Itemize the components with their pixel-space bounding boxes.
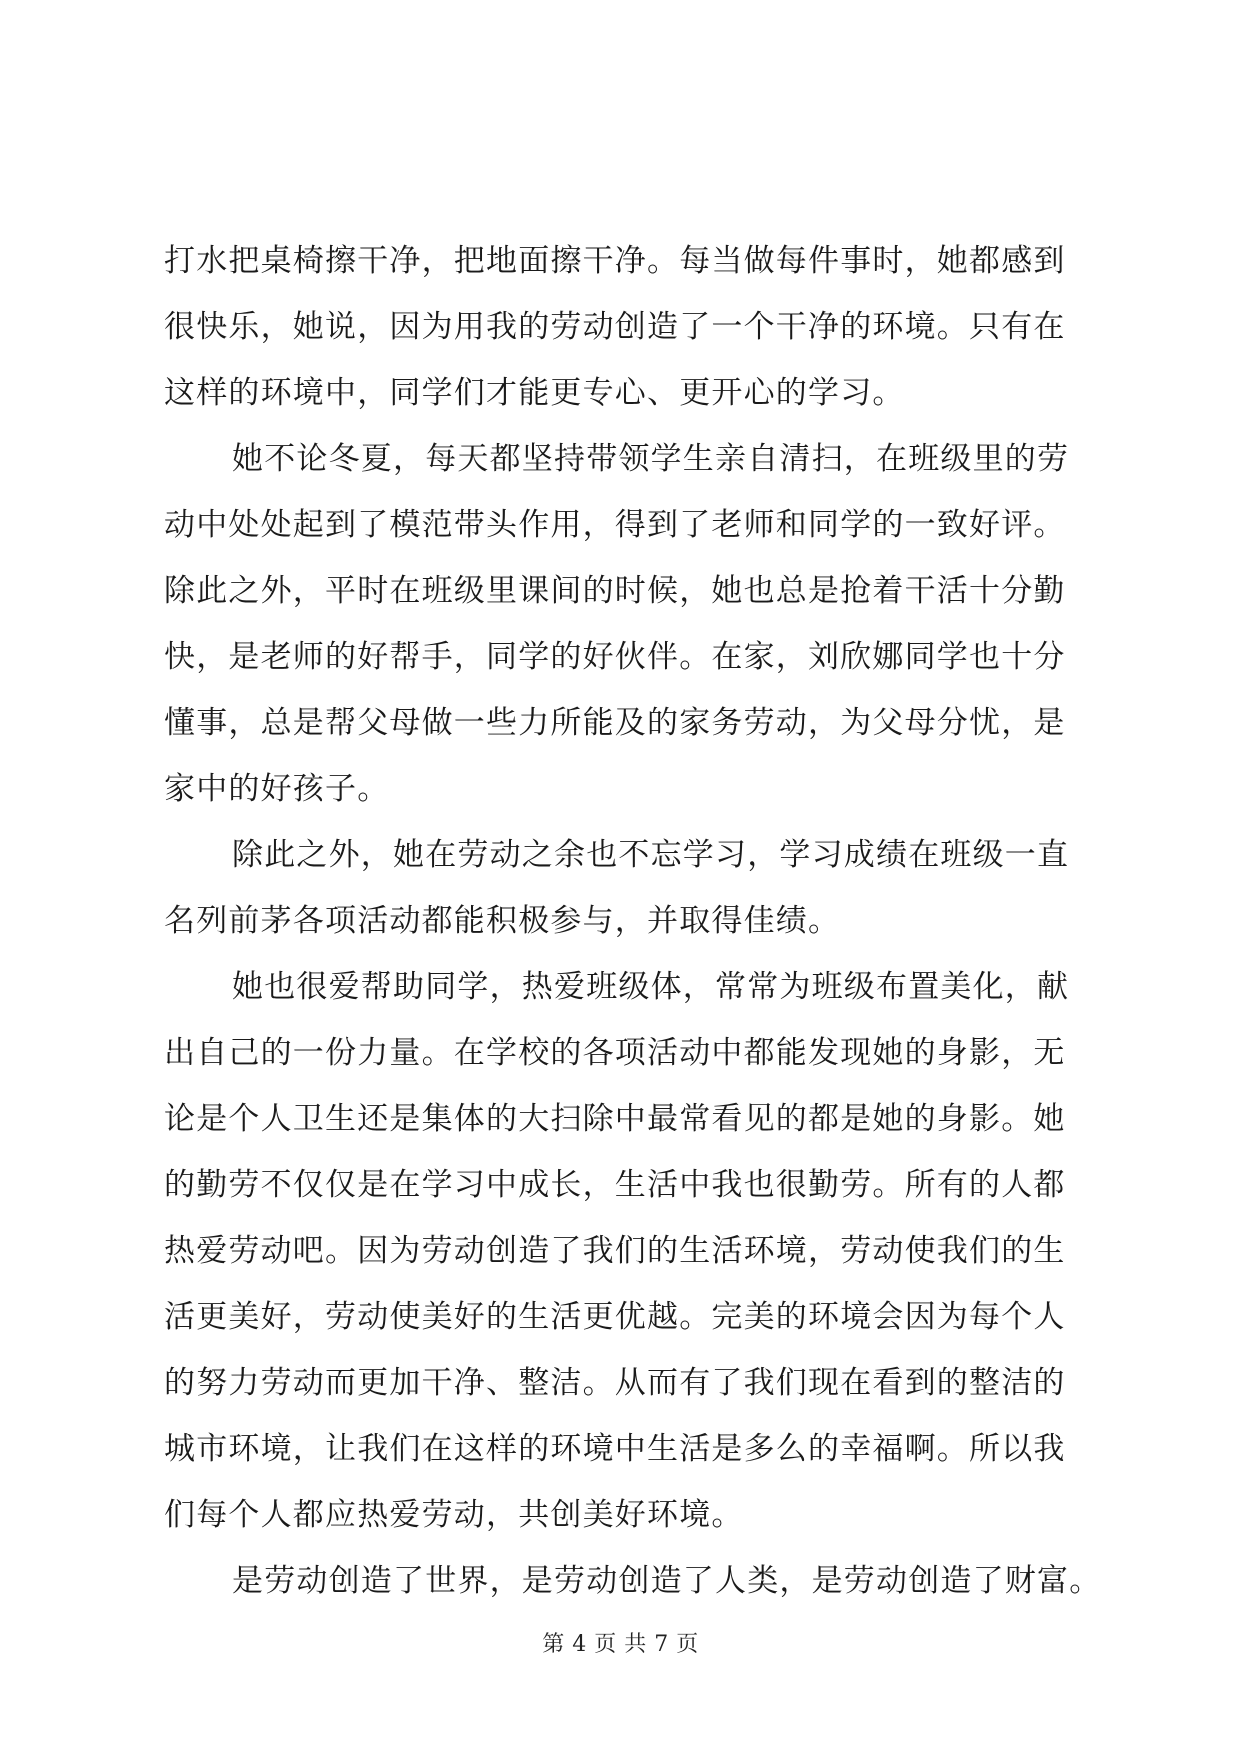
text-line: 的勤劳不仅仅是在学习中成长，生活中我也很勤劳。所有的人都	[164, 1167, 1066, 1203]
text-line: 这样的环境中，同学们才能更专心、更开心的学习。	[164, 375, 905, 411]
text-line: 出自己的一份力量。在学校的各项活动中都能发现她的身影，无	[164, 1035, 1066, 1071]
text-line: 快，是老师的好帮手，同学的好伙伴。在家，刘欣娜同学也十分	[164, 639, 1066, 675]
text-line: 很快乐，她说，因为用我的劳动创造了一个干净的环境。只有在	[164, 309, 1066, 345]
text-line: 名列前茅各项活动都能积极参与，并取得佳绩。	[164, 903, 841, 939]
text-line: 动中处处起到了模范带头作用，得到了老师和同学的一致好评。	[164, 507, 1066, 543]
page-number-footer: 第 4 页 共 7 页	[542, 1632, 699, 1657]
text-line: 除此之外，平时在班级里课间的时候，她也总是抢着干活十分勤	[164, 573, 1066, 609]
text-line: 的努力劳动而更加干净、整洁。从而有了我们现在看到的整洁的	[164, 1365, 1066, 1401]
paragraph-first-line: 是劳动创造了世界，是劳动创造了人类，是劳动创造了财富。	[232, 1563, 1102, 1599]
text-line: 热爱劳动吧。因为劳动创造了我们的生活环境，劳动使我们的生	[164, 1233, 1066, 1269]
text-line: 论是个人卫生还是集体的大扫除中最常看见的都是她的身影。她	[164, 1101, 1066, 1137]
text-line: 城市环境，让我们在这样的环境中生活是多么的幸福啊。所以我	[164, 1431, 1066, 1467]
text-line: 打水把桌椅擦干净，把地面擦干净。每当做每件事时，她都感到	[164, 243, 1066, 279]
text-line: 活更美好，劳动使美好的生活更优越。完美的环境会因为每个人	[164, 1299, 1066, 1335]
paragraph-first-line: 她不论冬夏，每天都坚持带领学生亲自清扫，在班级里的劳	[232, 441, 1070, 477]
text-line: 懂事，总是帮父母做一些力所能及的家务劳动，为父母分忧，是	[164, 705, 1066, 741]
paragraph-first-line: 除此之外，她在劳动之余也不忘学习，学习成绩在班级一直	[232, 837, 1070, 873]
text-line: 家中的好孩子。	[164, 771, 390, 807]
paragraph-first-line: 她也很爱帮助同学，热爱班级体，常常为班级布置美化，献	[232, 969, 1070, 1005]
body-text	[164, 228, 1102, 1614]
text-line: 们每个人都应热爱劳动，共创美好环境。	[164, 1497, 744, 1533]
